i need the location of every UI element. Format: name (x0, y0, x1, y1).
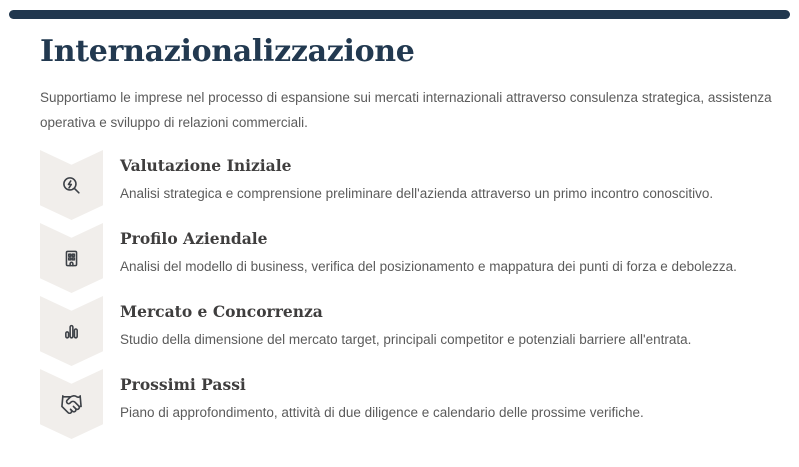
top-accent-bar (9, 10, 790, 19)
step-item-profilo (40, 223, 780, 293)
steps-list (40, 150, 780, 442)
step-title: Prossimi Passi (120, 375, 246, 394)
step-description: Analisi strategica e comprensione preliminare dell'azienda attraverso un primo incontro conoscitivo. (120, 186, 714, 201)
step-description: Piano di approfondimento, attività di due diligence e calendario delle prossime verifiche. (120, 405, 644, 420)
step-item-mercato (40, 296, 780, 366)
step-title: Profilo Aziendale (120, 229, 268, 248)
step-title: Valutazione Iniziale (120, 156, 292, 175)
step-item-valutazione (40, 150, 780, 220)
page-title: Internazionalizzazione (40, 34, 415, 69)
page-subtitle: Supportiamo le imprese nel processo di espansione sui mercati internazionali attraverso consulenza strategica, assistenza operativa e sviluppo di relazioni commerciali. (40, 90, 772, 130)
search-insight-icon (61, 175, 82, 196)
chevron-shape (40, 296, 103, 366)
step-title: Mercato e Concorrenza (120, 302, 323, 321)
chevron-shape (40, 150, 103, 220)
step-item-prossimi (40, 369, 780, 439)
handshake-icon (60, 393, 83, 416)
step-description: Analisi del modello di business, verifica del posizionamento e mappatura dei punti di forza e debolezza. (120, 259, 737, 274)
chevron-shape (40, 223, 103, 293)
bar-chart-icon (61, 321, 82, 342)
building-icon (61, 248, 82, 269)
step-description: Studio della dimensione del mercato target, principali competitor e potenziali barriere all'entrata. (120, 332, 692, 347)
chevron-shape (40, 369, 103, 439)
